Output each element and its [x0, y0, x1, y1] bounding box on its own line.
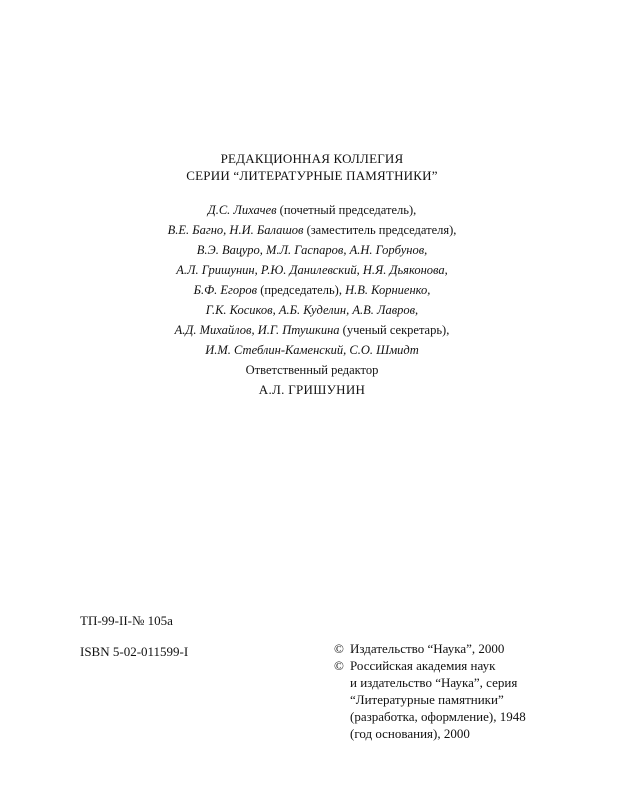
board-title-line: РЕДАКЦИОННАЯ КОЛЛЕГИЯ	[220, 151, 404, 166]
copyright-line: (разработка, оформление), 1948	[350, 709, 526, 724]
member-line	[150, 200, 474, 220]
member-names: А.Д. Михайлов, И.Г. Птушкина	[174, 323, 340, 337]
responsible-editor	[150, 361, 474, 399]
imprint-codes	[80, 612, 188, 660]
copyright-line: и издательство “Наука”, серия	[350, 675, 518, 690]
member-line	[150, 280, 474, 300]
member-names: Д.С. Лихачев	[207, 203, 277, 217]
member-line	[150, 320, 474, 340]
board-title-line: СЕРИИ “ЛИТЕРАТУРНЫЕ ПАМЯТНИКИ”	[186, 168, 438, 183]
copyright-line	[334, 657, 526, 674]
member-names: В.Е. Багно, Н.И. Балашов	[167, 223, 304, 237]
copyright-symbol: ©	[334, 641, 344, 656]
member-note: (председатель),	[257, 283, 346, 297]
member-note: (ученый секретарь),	[339, 323, 450, 337]
isbn-number: ISBN 5-02-011599-I	[80, 644, 189, 659]
member-names: Б.Ф. Егоров	[193, 283, 258, 297]
editorial-board	[150, 150, 474, 360]
member-names: В.Э. Вацуро, М.Л. Гаспаров, А.Н. Горбунов,	[196, 243, 428, 257]
member-line	[150, 340, 474, 360]
copyright-symbol: ©	[334, 658, 344, 673]
copyright-line: “Литературные памятники”	[350, 692, 504, 707]
copyright-text: Российская академия наук	[350, 658, 496, 673]
member-names: А.Л. Гришунин, Р.Ю. Данилевский, Н.Я. Дьяконова,	[176, 263, 448, 277]
copyright-line: (год основания), 2000	[350, 726, 470, 741]
responsible-editor-name: А.Л. ГРИШУНИН	[258, 382, 366, 397]
member-note: (заместитель председателя),	[303, 223, 457, 237]
member-line	[150, 240, 474, 260]
member-line	[150, 220, 474, 240]
member-note: (почетный председатель),	[276, 203, 417, 217]
member-line	[150, 300, 474, 320]
member-line	[150, 260, 474, 280]
responsible-editor-label: Ответственный редактор	[245, 363, 379, 377]
member-names: Н.В. Корниенко,	[345, 283, 431, 297]
copyright-notice	[334, 640, 526, 742]
board-members-list	[150, 200, 474, 360]
publication-code: ТП-99-II-№ 105а	[80, 613, 173, 628]
copyright-line	[334, 640, 526, 657]
editorial-board-title	[150, 150, 474, 184]
member-names: И.М. Стеблин-Каменский, С.О. Шмидт	[205, 343, 419, 357]
member-names: Г.К. Косиков, А.Б. Куделин, А.В. Лавров,	[205, 303, 419, 317]
copyright-text: Издательство “Наука”, 2000	[350, 641, 505, 656]
